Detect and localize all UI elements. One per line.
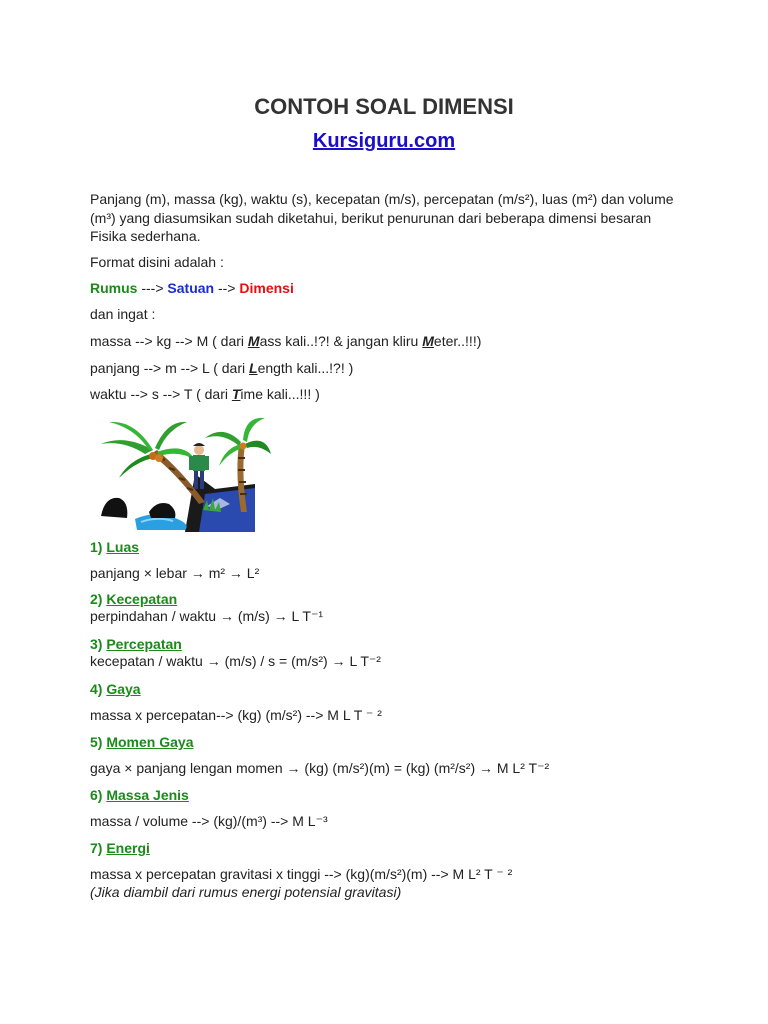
section-4-heading [90,681,141,697]
section-2-title: Kecepatan [106,591,178,607]
legend-arrow-1: ---> [137,280,168,296]
section-5-title: Momen Gaya [106,734,194,750]
waktu-suffix: ime kali...!!! ) [240,386,320,402]
section-4-title: Gaya [106,681,141,697]
waktu-prefix: waktu --> s --> T ( dari [90,386,232,402]
section-7-title: Energi [106,840,150,856]
format-legend [90,280,294,296]
section-2-heading [90,591,177,607]
section-4-number: 4) [90,681,103,697]
waktu-line [90,386,320,402]
section-2-number: 2) [90,591,103,607]
massa-suffix: eter..!!!) [433,333,482,349]
intro-paragraph: Panjang (m), massa (kg), waktu (s), kecepatan (m/s), percepatan (m/s²), luas (m²) dan volume (m³) yang diasumsikan sudah diketahui, berikut penurunan dari beberapa dimensi besaran Fisika sederhana. [90,191,674,244]
section-7-body: massa x percepatan gravitasi x tinggi --> (kg)(m/s²)(m) --> M L² T ⁻ ² [90,866,513,882]
legend-arrow-2: --> [214,280,240,296]
section-6-title: Massa Jenis [106,787,189,803]
section-6-heading [90,787,189,803]
section-4-body: massa x percepatan--> (kg) (m/s²) --> M L T ⁻ ² [90,707,382,723]
panjang-suffix: ength kali...!?! ) [257,360,354,376]
section-6-number: 6) [90,787,103,803]
section-1-title: Luas [106,539,140,555]
page-title: CONTOH SOAL DIMENSI [254,94,514,119]
site-link[interactable]: Kursiguru.com [312,130,456,152]
massa-mid: ass kali..!?! & jangan kliru [259,333,423,349]
section-3-title: Percepatan [106,636,182,652]
dan-ingat: dan ingat : [90,306,156,322]
legend-rumus: Rumus [90,280,138,296]
panjang-letter: L [249,360,258,376]
section-1-number: 1) [90,539,103,555]
section-6-body: massa / volume --> (kg)/(m³) --> M L⁻³ [90,813,328,829]
waktu-letter: T [231,386,241,402]
section-7-heading [90,840,150,856]
section-2-body: perpindahan / waktu → (m/s) → L T⁻¹ [90,608,324,624]
section-7-note: (Jika diambil dari rumus energi potensial gravitasi) [90,884,402,900]
legend-dimensi: Dimensi [239,280,294,296]
format-line: Format disini adalah : [90,254,224,270]
section-5-body: gaya × panjang lengan momen → (kg) (m/s²)(m) = (kg) (m²/s²) → M L² T⁻² [90,760,550,776]
section-1-body: panjang × lebar → m² → L² [90,565,260,581]
legend-satuan: Satuan [167,280,215,296]
island-palm-clipart [95,414,271,532]
section-1-heading [90,539,139,555]
section-3-body: kecepatan / waktu → (m/s) / s = (m/s²) → L T⁻² [90,653,381,669]
massa-letter-2: M [422,333,434,349]
section-7-number: 7) [90,840,103,856]
section-5-heading [90,734,193,750]
section-3-heading [90,636,182,652]
panjang-prefix: panjang --> m --> L ( dari [90,360,249,376]
section-3-number: 3) [90,636,103,652]
massa-letter: M [247,333,260,349]
massa-line [90,333,481,349]
section-5-number: 5) [90,734,103,750]
panjang-line [90,360,353,376]
massa-prefix: massa --> kg --> M ( dari [90,333,248,349]
